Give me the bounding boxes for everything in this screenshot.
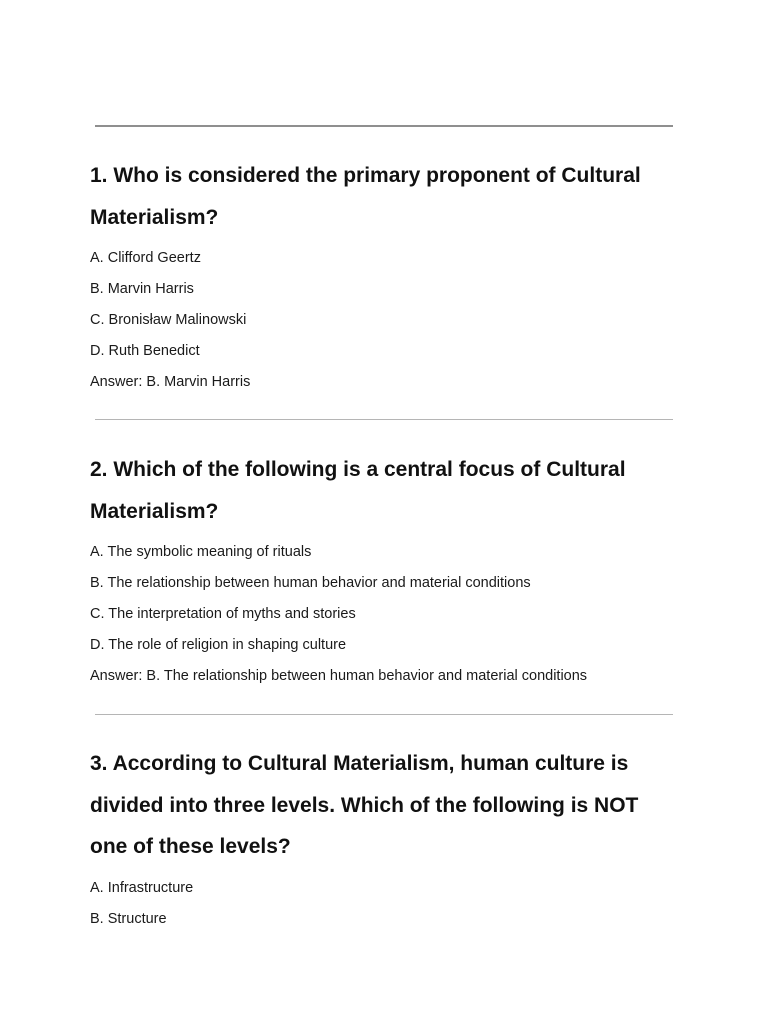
divider-top bbox=[95, 125, 673, 127]
question-2-answer: Answer: B. The relationship between human behavior and material conditions bbox=[90, 668, 588, 684]
question-1-options bbox=[90, 243, 690, 367]
question-3-title: 3. According to Cultural Materialism, human culture is divided into three levels. Which of the following is NOT one of these levels? bbox=[90, 752, 639, 858]
question-1-option-c: C. Bronisław Malinowski bbox=[90, 312, 247, 328]
question-1-answer: Answer: B. Marvin Harris bbox=[90, 374, 251, 390]
question-3-options bbox=[90, 873, 680, 935]
question-2-option-b: B. The relationship between human behavior and material conditions bbox=[90, 575, 531, 591]
question-1 bbox=[90, 155, 690, 398]
question-1-title: 1. Who is considered the primary proponent of Cultural Materialism? bbox=[90, 164, 641, 229]
question-3-option-b: B. Structure bbox=[90, 910, 167, 927]
question-2-option-a: A. The symbolic meaning of rituals bbox=[90, 544, 312, 560]
question-2-option-d: D. The role of religion in shaping culture bbox=[90, 637, 347, 653]
question-2-title: 2. Which of the following is a central focus of Cultural Materialism? bbox=[90, 458, 626, 523]
question-1-option-b: B. Marvin Harris bbox=[90, 281, 194, 297]
question-2-option-c: C. The interpretation of myths and stories bbox=[90, 606, 356, 622]
divider-2 bbox=[95, 714, 673, 715]
question-2 bbox=[90, 449, 690, 692]
divider-1 bbox=[95, 419, 673, 420]
question-1-option-a: A. Clifford Geertz bbox=[90, 250, 201, 266]
question-2-options bbox=[90, 537, 690, 661]
question-1-option-d: D. Ruth Benedict bbox=[90, 343, 200, 359]
question-3-option-a: A. Infrastructure bbox=[90, 879, 194, 896]
question-3 bbox=[90, 743, 680, 935]
